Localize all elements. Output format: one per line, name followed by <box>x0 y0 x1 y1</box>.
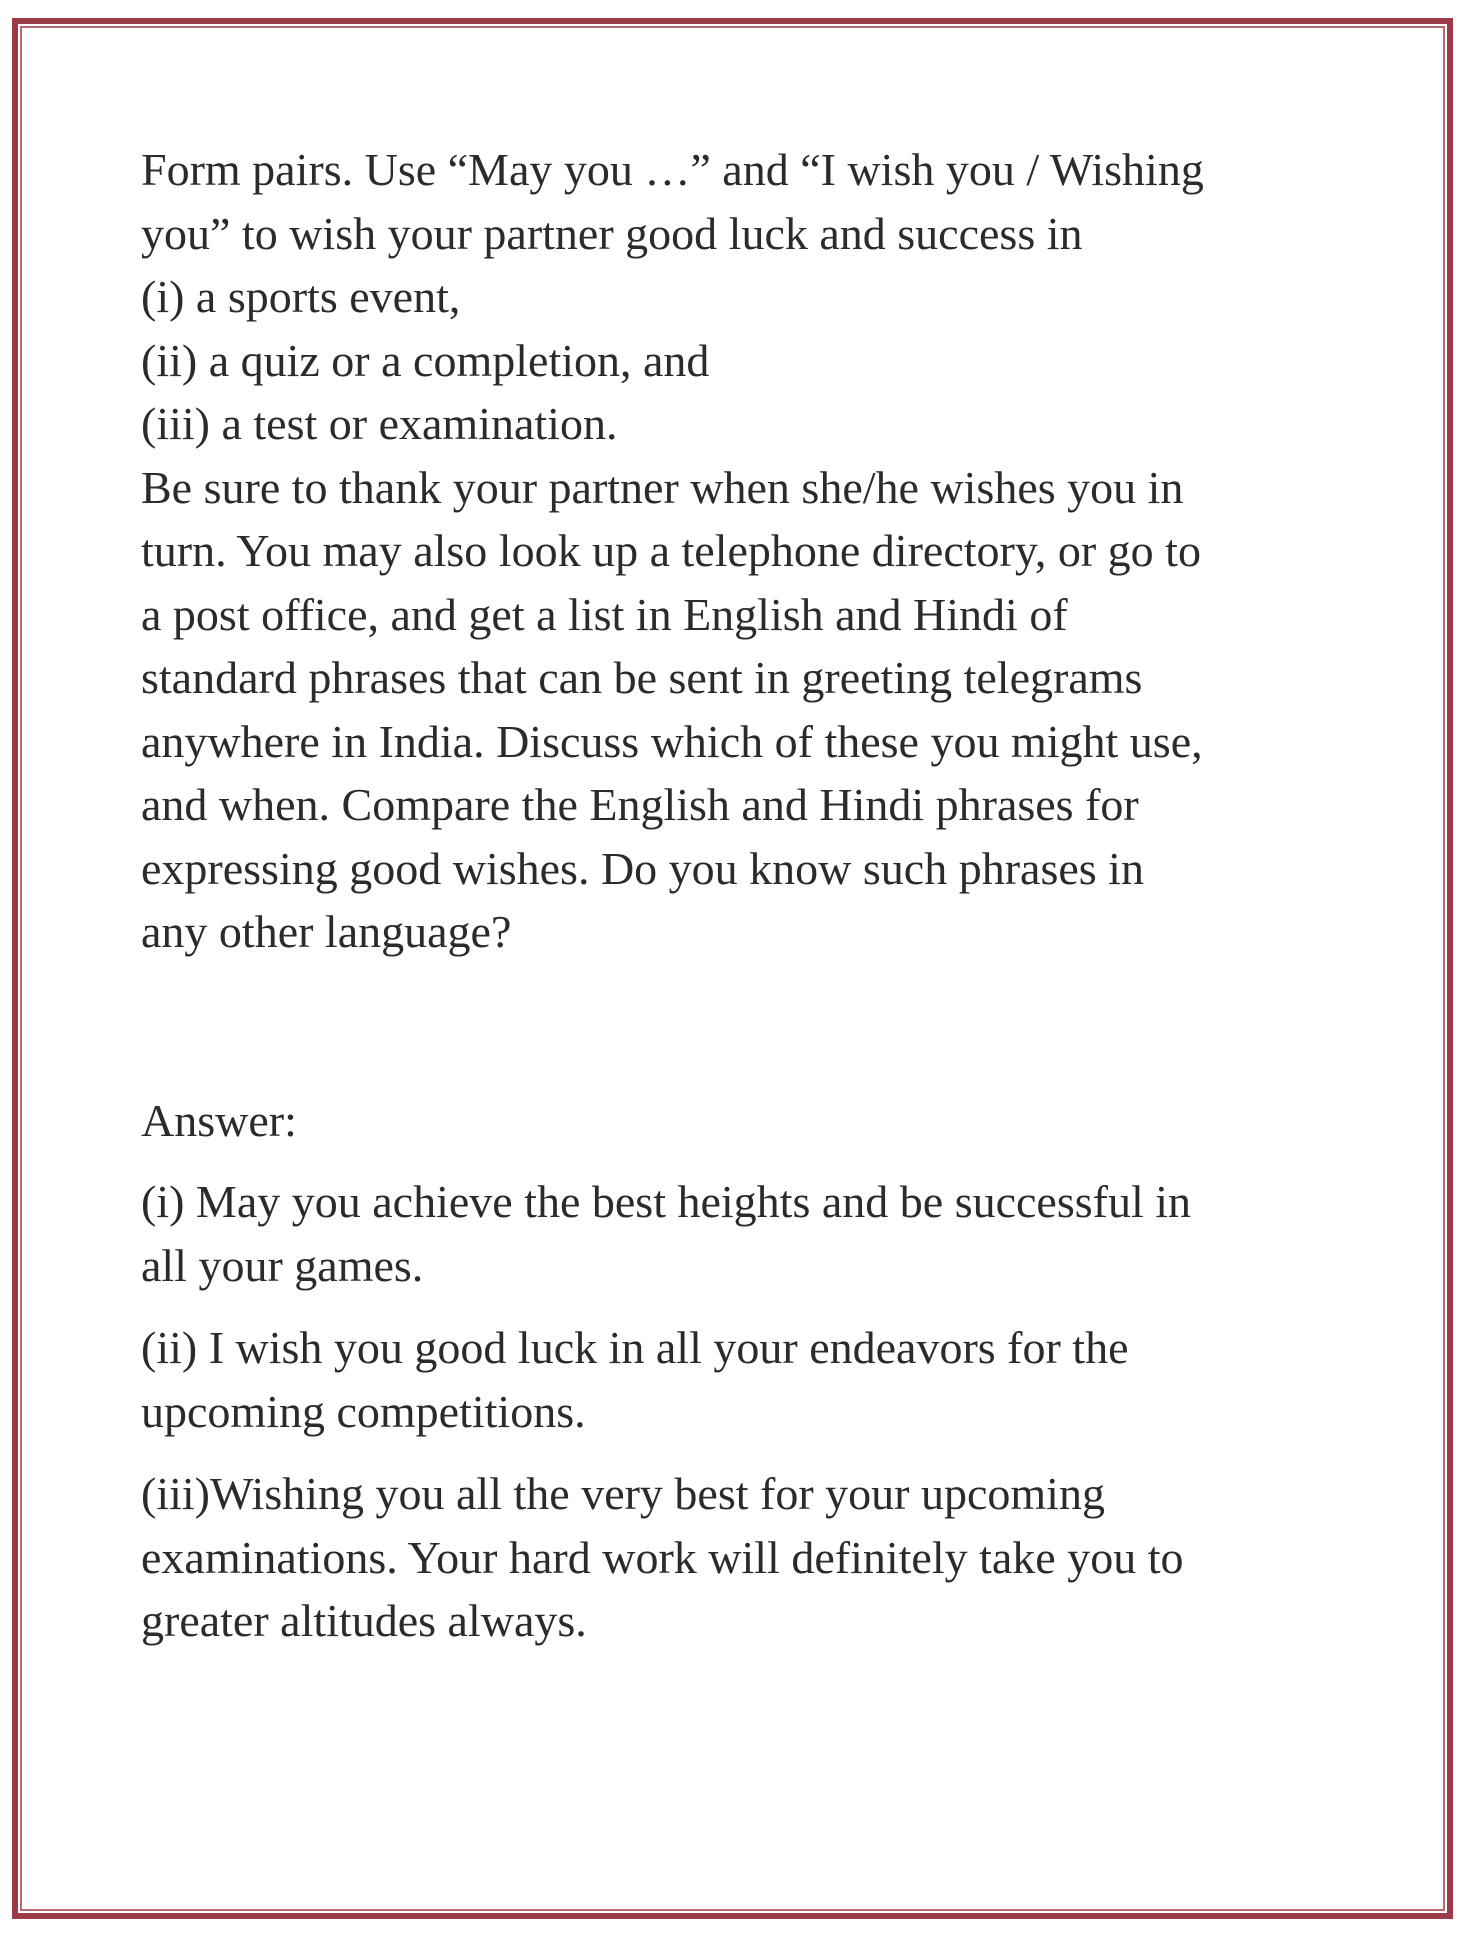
document-content <box>141 138 1346 1672</box>
answer-line: upcoming competitions. <box>141 1385 586 1437</box>
answer-item <box>141 1170 1346 1297</box>
question-line: standard phrases that can be sent in greeting telegrams <box>141 652 1143 703</box>
answer-line: (iii)Wishing you all the very best for your upcoming <box>141 1468 1105 1519</box>
question-line: (i) a sports event, <box>141 271 461 322</box>
question-line: any other language? <box>141 906 512 957</box>
question-line: a post office, and get a list in English and Hindi of <box>141 588 1068 640</box>
question-line: Be sure to thank your partner when she/he wishes you in <box>141 461 1184 513</box>
question-line: expressing good wishes. Do you know such phrases in <box>141 842 1144 894</box>
question-line: (ii) a quiz or a completion, and <box>141 334 710 386</box>
answer-list <box>141 1170 1346 1653</box>
question-line: anywhere in India. Discuss which of these you might use, <box>141 715 1203 767</box>
question-line: turn. You may also look up a telephone directory, or go to <box>141 525 1201 576</box>
answer-line: greater altitudes always. <box>141 1595 587 1646</box>
answer-item <box>141 1316 1346 1443</box>
answer-line: (ii) I wish you good luck in all your endeavors for the <box>141 1322 1129 1373</box>
question-block <box>141 138 1346 964</box>
question-line: and when. Compare the English and Hindi phrases for <box>141 779 1139 830</box>
question-line: Form pairs. Use “May you …” and “I wish you / Wishing <box>141 144 1204 195</box>
answer-line: all your games. <box>141 1239 424 1291</box>
answer-label: Answer: <box>141 1094 297 1146</box>
answer-item <box>141 1462 1346 1653</box>
answer-line: examinations. Your hard work will definitely take you to <box>141 1531 1184 1583</box>
answer-line: (i) May you achieve the best heights and be successful in <box>141 1176 1192 1227</box>
question-line: (iii) a test or examination. <box>141 398 618 449</box>
question-line: you” to wish your partner good luck and success in <box>141 207 1083 259</box>
